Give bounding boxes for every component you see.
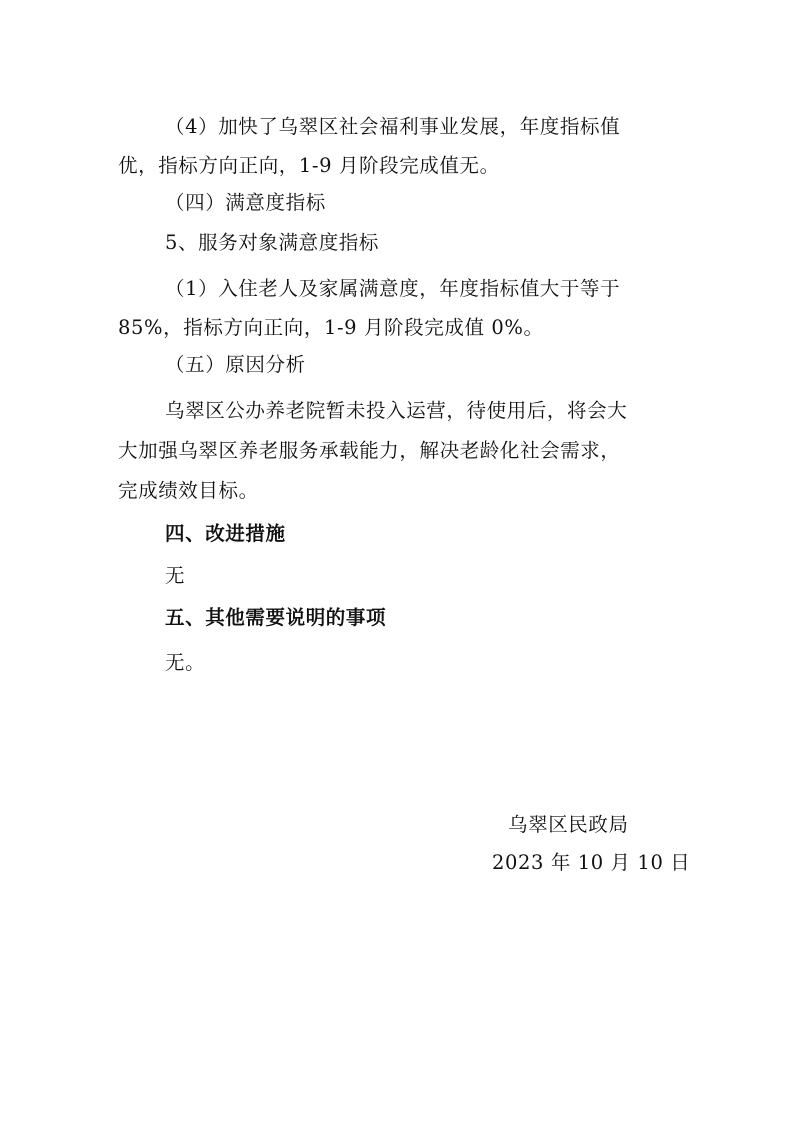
heading-other-matters: 五、其他需要说明的事项 — [165, 606, 387, 629]
signature-date: 2023 年 10 月 10 日 — [492, 851, 691, 874]
reason-line-1: 乌翠区公办养老院暂未投入运营，待使用后，将会大 — [165, 399, 628, 422]
item-5-service-satisfaction: 5、服务对象满意度指标 — [165, 231, 380, 254]
heading-improvement-measures: 四、改进措施 — [165, 522, 286, 545]
paragraph-4-line-2: 优，指标方向正向，1-9 月阶段完成值无。 — [118, 154, 500, 177]
heading-satisfaction-indicator: （四）满意度指标 — [165, 191, 326, 214]
paragraph-1-line-2: 85%，指标方向正向，1-9 月阶段完成值 0%。 — [118, 316, 544, 339]
paragraph-1-line-1: （1）入住老人及家属满意度，年度指标值大于等于 — [165, 277, 621, 300]
reason-line-2: 大加强乌翠区养老服务承载能力，解决老龄化社会需求， — [118, 439, 621, 462]
signature-organization: 乌翠区民政局 — [508, 813, 629, 836]
heading-reason-analysis: （五）原因分析 — [165, 353, 306, 376]
other-matters-text: 无。 — [165, 651, 206, 674]
paragraph-4-line-1: （4）加快了乌翠区社会福利事业发展，年度指标值 — [165, 115, 621, 138]
improvement-text: 无 — [165, 564, 186, 587]
reason-line-3: 完成绩效目标。 — [118, 479, 259, 502]
